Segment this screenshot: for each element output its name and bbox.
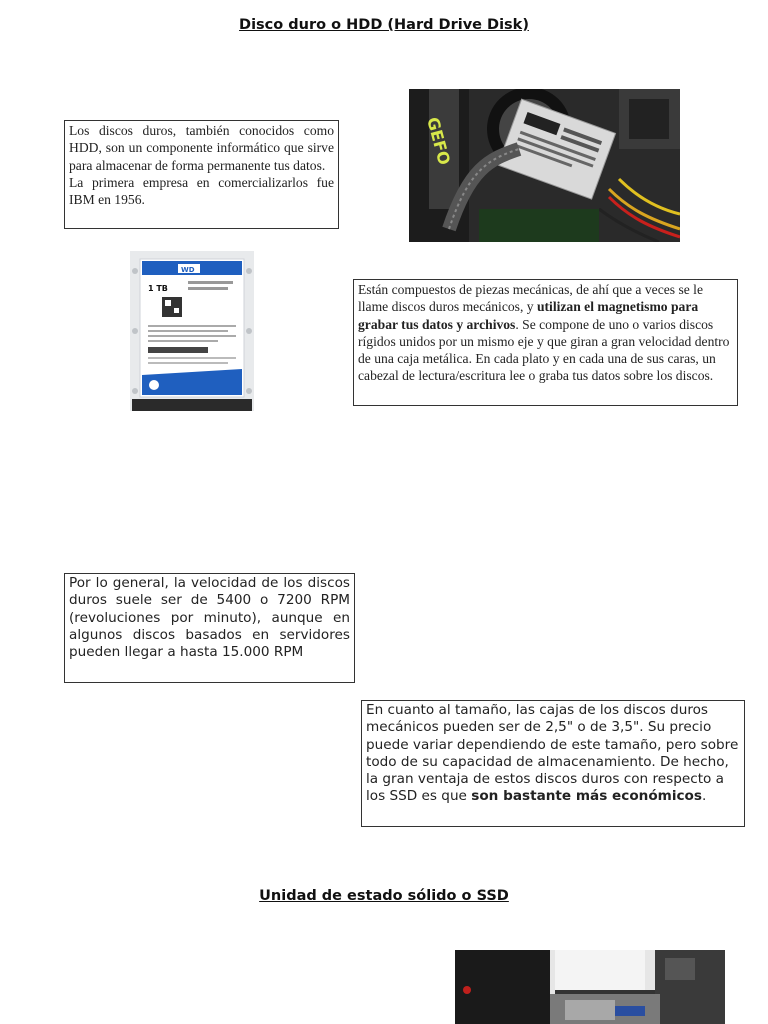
wd-logo-text: WD: [181, 266, 195, 274]
intro-paragraph-ibm: La primera empresa en comercializarlos fue IBM en 1956.: [69, 174, 334, 208]
pc-interior-photo: [409, 89, 680, 242]
composition-text-part2: . Se compone de uno o varios discos rígidos unidos por un mismo eje y que giran a gran velocidad dentro de una caja metálica. En cada plato y en cada una de sus caras, un cabezal de lectura/escritura lee o graba tus datos sobre los discos.: [358, 316, 730, 384]
composition-text-box: [353, 279, 738, 406]
ssd-section-title: Unidad de estado sólido o SSD: [259, 888, 509, 904]
ssd-photo: [455, 950, 725, 1024]
composition-text-bold: utilizan el magnetismo para grabar tus datos y archivos: [358, 299, 699, 332]
composition-paragraph: [358, 281, 733, 385]
composition-text-part1: Están compuestos de piezas mecánicas, de ahí que a veces se le llame discos duros mecánicos, y: [358, 282, 703, 315]
size-text-part2: .: [702, 788, 707, 805]
speed-text-box: [64, 573, 355, 683]
drive-capacity-label: 1 TB: [148, 284, 168, 293]
intro-text-box: [64, 120, 339, 229]
size-text-bold: son bastante más económicos: [471, 788, 702, 805]
page-title: Disco duro o HDD (Hard Drive Disk): [239, 17, 529, 33]
size-text-box: [361, 700, 745, 827]
size-paragraph: [366, 702, 740, 806]
speed-paragraph: Por lo general, la velocidad de los discos duros suele ser de 5400 o 7200 RPM (revoluciones por minuto), aunque en algunos discos basados en servidores pueden llegar a hasta 15.000 RPM: [69, 575, 350, 661]
intro-paragraph: Los discos duros, también conocidos como HDD, son un componente informático que sirve para almacenar de forma permanente tus datos.: [69, 123, 334, 173]
size-text-part1: En cuanto al tamaño, las cajas de los discos duros mecánicos pueden ser de 2,5" o de 3,5". Su precio puede variar dependiendo de este tamaño, pero sobre todo de su capacidad de almacenamiento. De hecho, la gran ventaja de estos discos duros con respecto a los SSD es que: [366, 702, 739, 805]
hdd-photo: [118, 251, 296, 415]
gpu-brand-text: GEFO: [423, 115, 455, 167]
